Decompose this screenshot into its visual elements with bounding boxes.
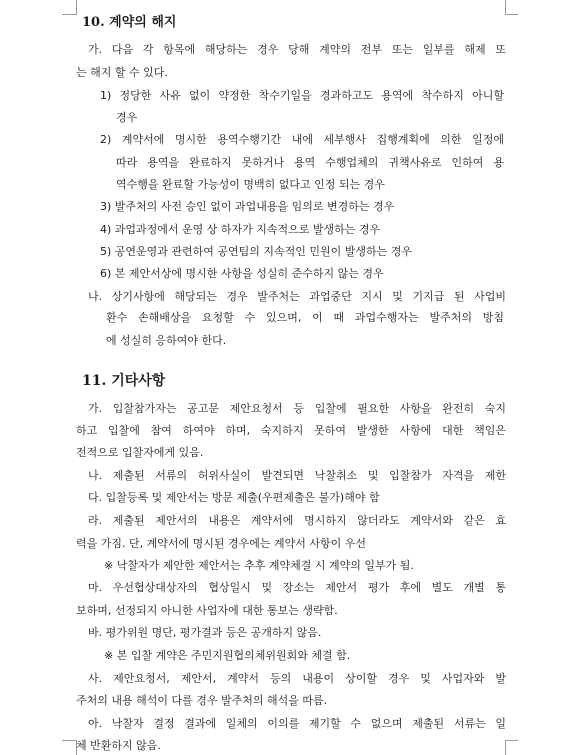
paragraph-line: 아. 낙찰자 결정 결과에 일체의 이의를 제기할 수 없으며 제출된 서류는 일	[88, 717, 506, 730]
paragraph-line: 력을 가짐. 단, 계약서에 명시된 경우에는 계약서 사항이 우선	[76, 537, 366, 550]
margin-corner-bottom-left	[62, 740, 77, 755]
section-title: 10. 계약의 해지	[82, 15, 177, 30]
list-item-continued: 경우	[116, 111, 138, 124]
paragraph-line: 전적으로 입찰자에게 있음.	[76, 446, 204, 459]
paragraph-line: 다. 입찰등록 및 제안서는 방문 제출(우편제출은 불가)해야 함	[88, 491, 380, 504]
paragraph-line: 사. 제안요청서, 제안서, 계약서 등의 내용이 상이할 경우 및 사업자와 발	[88, 672, 506, 685]
paragraph-line: 가. 다음 각 항목에 해당하는 경우 당해 계약의 전부 또는 일부를 해제 또	[88, 43, 506, 56]
list-item: 1) 정당한 사유 없이 약정한 착수기일을 경과하고도 용역에 착수하지 아니할	[100, 89, 504, 102]
list-item-continued: 따라 용역을 완료하지 못하거나 용역 수행업체의 귀책사유로 인하여 용	[116, 156, 504, 169]
paragraph-line: 나. 상기사항에 해당되는 경우 발주처는 과업중단 지시 및 기지급 된 사업비	[88, 290, 506, 303]
section-title: 11. 기타사항	[82, 373, 166, 389]
paragraph-line: 하고 입찰에 참여 하여야 하며, 숙지하지 못하여 발생한 사항에 대한 책임은	[76, 424, 506, 437]
margin-corner-bottom-right	[505, 740, 518, 755]
margin-corner-top-right	[505, 0, 518, 15]
margin-corner-top-left	[62, 0, 77, 15]
paragraph-line: 체 반환하지 않음.	[76, 739, 161, 752]
note-line: ※ 낙찰자가 제안한 제안서는 추후 계약체결 시 계약의 일부가 됨.	[104, 559, 414, 572]
paragraph-line: 보하며, 선정되지 아니한 사업자에 대한 통보는 생략함.	[76, 604, 338, 617]
paragraph-line: 라. 제출된 제안서의 내용은 계약서에 명시하지 않더라도 계약서와 같은 효	[88, 514, 506, 527]
paragraph-line: 나. 제출된 서류의 허위사실이 발견되면 낙찰취소 및 입찰참가 자격을 제한	[88, 469, 506, 482]
list-item: 3) 발주처의 사전 승인 없이 과업내용을 임의로 변경하는 경우	[100, 200, 395, 213]
note-line: ※ 본 입찰 계약은 주민지원협의체위원회와 체결 함.	[104, 649, 351, 662]
list-item: 6) 본 제안서상에 명시한 사항을 성실히 준수하지 않는 경우	[100, 267, 384, 280]
paragraph-line: 는 해지 할 수 있다.	[76, 66, 168, 79]
paragraph-line: 주처의 내용 해석이 다를 경우 발주처의 해석을 따름.	[76, 694, 328, 707]
paragraph-line: 가. 입찰참가자는 공고문 제안요청서 등 입찰에 필요한 사항을 완전히 숙지	[88, 402, 506, 415]
list-item-continued: 역수행을 완료할 가능성이 명백히 없다고 인정 되는 경우	[116, 178, 385, 191]
paragraph-line: 에 성실히 응하여야 한다.	[106, 334, 227, 347]
paragraph-line: 마. 우선협상대상자의 협상일시 및 장소는 제안서 평가 후에 별도 개별 통	[88, 581, 506, 594]
paragraph-line: 바. 평가위원 명단, 평가결과 등은 공개하지 않음.	[88, 626, 322, 639]
list-item: 4) 과업과정에서 운영 상 하자가 지속적으로 발생하는 경우	[100, 223, 381, 236]
paragraph-line: 환수 손해배상을 요청할 수 있으며, 이 때 과업수행자는 발주처의 방침	[106, 311, 504, 324]
list-item: 2) 계약서에 명시한 용역수행기간 내에 세부행사 집행계획에 의한 일정에	[100, 133, 504, 146]
list-item: 5) 공연운영과 관련하여 공연팀의 지속적인 민원이 발생하는 경우	[100, 245, 413, 258]
